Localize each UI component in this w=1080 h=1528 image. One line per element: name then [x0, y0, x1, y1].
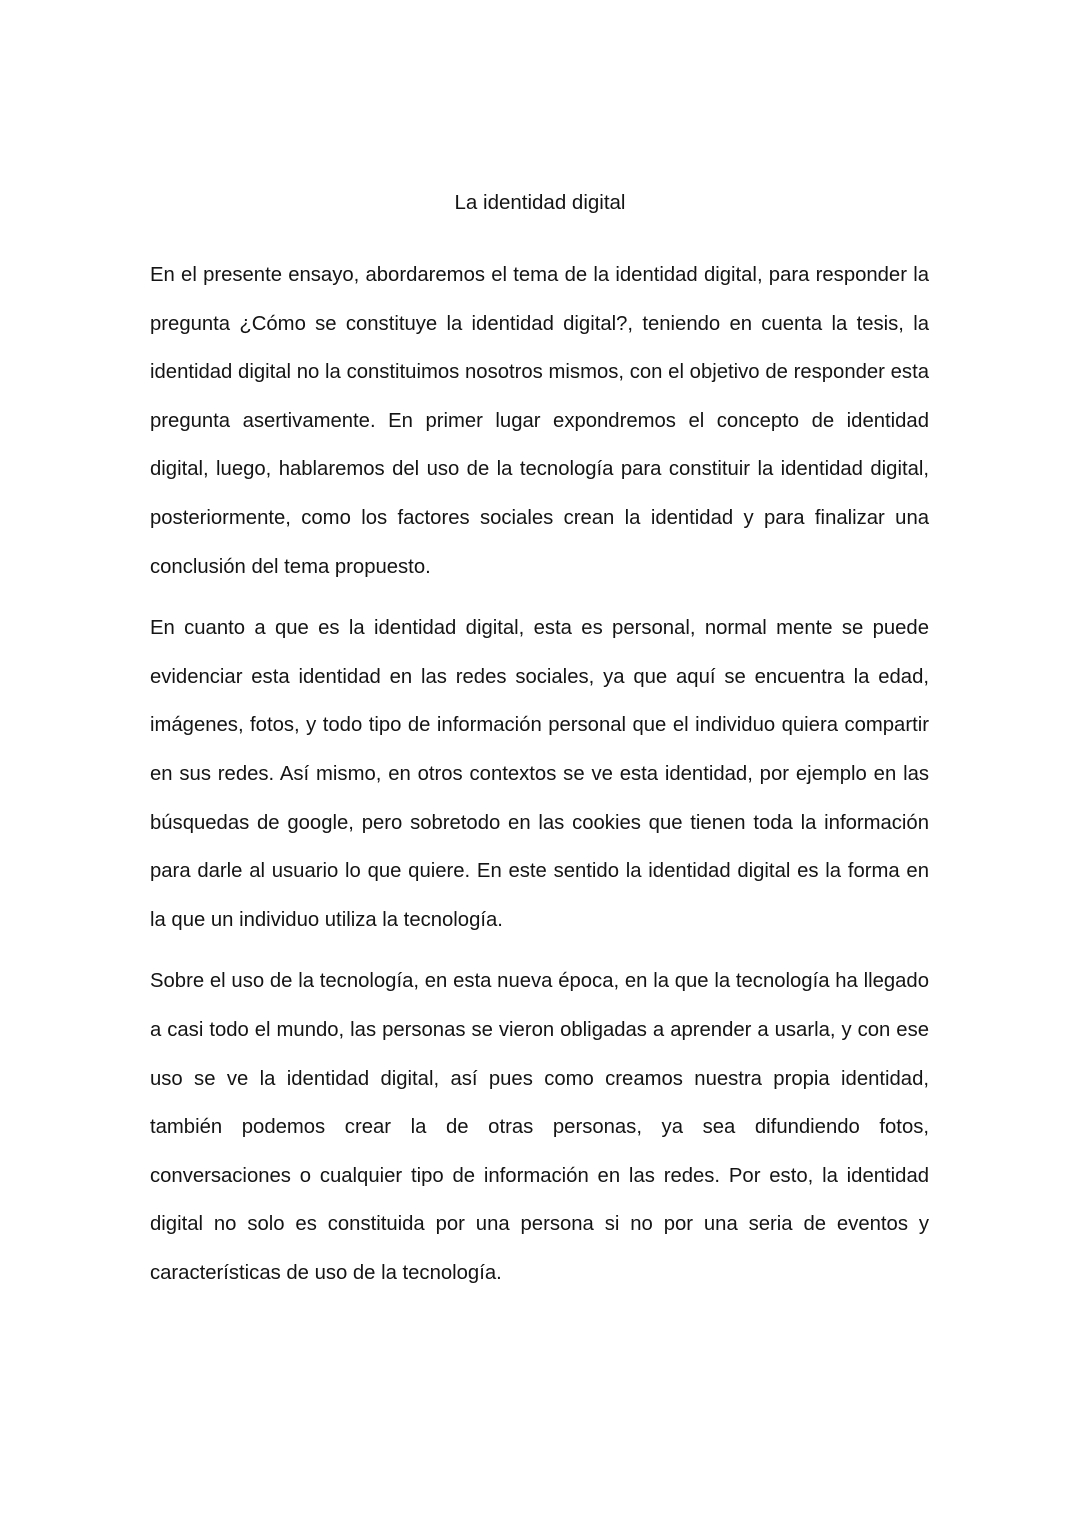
document-title: La identidad digital — [454, 191, 626, 214]
paragraph-definition: En cuanto a que es la identidad digital, esta es personal, normal mente se puede evidenciar esta identidad en las redes sociales, ya que aquí se encuentra la edad, imágenes, fotos, y todo tipo de información personal que el individuo quiera compartir en sus redes. Así mismo, en otros contextos se ve esta identidad, por ejemplo en las búsquedas de google, pero sobretodo en las cookies que tienen toda la información para darle al usuario lo que quiere. En este sentido la identidad digital es la forma en la que un individuo utiliza la tecnología. — [150, 617, 929, 931]
paragraph-introduction: En el presente ensayo, abordaremos el tema de la identidad digital, para responder la pregunta ¿Cómo se constituye la identidad digital?, teniendo en cuenta la tesis, la identidad digital no la constituimos nosotros mismos, con el objetivo de responder esta pregunta asertivamente. En primer lugar expondremos el concepto de identidad digital, luego, hablaremos del uso de la tecnología para constituir la identidad digital, posteriormente, como los factores sociales crean la identidad y para finalizar una conclusión del tema propuesto. — [150, 264, 929, 578]
document-body — [150, 251, 929, 1310]
paragraph-technology-use: Sobre el uso de la tecnología, en esta nueva época, en la que la tecnología ha llegado a casi todo el mundo, las personas se vieron obligadas a aprender a usarla, y con ese uso se ve la identidad digital, así pues como creamos nuestra propia identidad, también podemos crear la de otras personas, ya sea difundiendo fotos, conversaciones o cualquier tipo de información en las redes. Por esto, la identidad digital no solo es constituida por una persona si no por una seria de eventos y características de uso de la tecnología. — [150, 970, 929, 1284]
